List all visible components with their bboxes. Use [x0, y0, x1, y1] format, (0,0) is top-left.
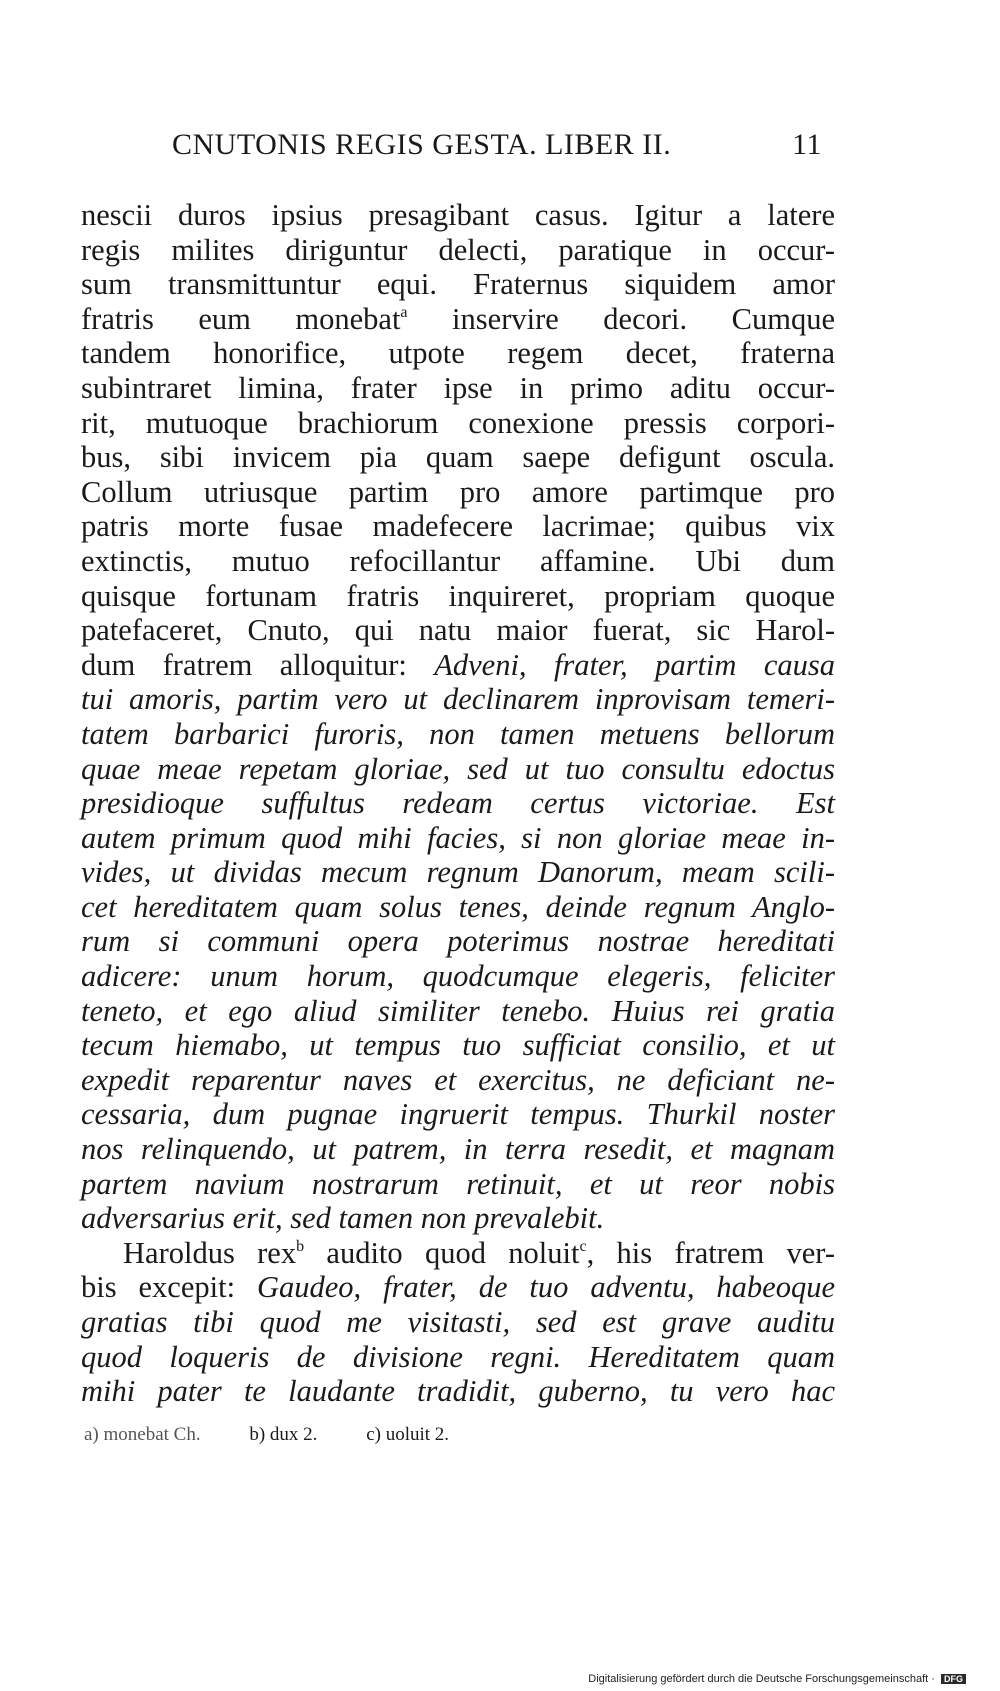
text-line [81, 302, 835, 337]
text-fragment: Haroldus rex [123, 1235, 297, 1270]
italic-line: adversarius erit, sed tamen non prevalebit. [81, 1201, 605, 1236]
text-line: subintraret limina, frater ipse in primo aditu occur- [81, 370, 835, 405]
running-title: CNUTONIS REGIS GESTA. LIBER II. [172, 128, 672, 161]
italic-line: gratias tibi quod me visitasti, sed est grave auditu [81, 1305, 835, 1339]
italic-line: partem navium nostrarum retinuit, et ut reor nobis [81, 1166, 835, 1201]
italic-speech: Adveni, frater, partim causa [434, 647, 835, 682]
italic-line: mihi pater te laudante tradidit, guberno, tu vero hac [81, 1374, 835, 1409]
italic-line: quod loqueris de divisione regni. Hereditatem quam [81, 1339, 835, 1374]
text-line: extinctis, mutuo refocillantur affamine. Ubi dum [81, 543, 835, 578]
text-line [81, 1236, 835, 1271]
italic-line: cessaria, dum pugnae ingruerit tempus. Thurkil noster [81, 1097, 835, 1132]
footnote-marker-a: a [400, 303, 408, 321]
text-fragment: audito quod noluit [304, 1235, 580, 1270]
page-header [172, 128, 822, 168]
italic-line: rum si communi opera poterimus nostrae hereditati [81, 924, 835, 959]
footnotes [84, 1424, 644, 1446]
text-fragment: bis excepit: [81, 1270, 257, 1305]
text-line [81, 648, 835, 683]
italic-line: cet hereditatem quam solus tenes, deinde regnum Anglo- [81, 889, 835, 924]
italic-line: adicere: unum horum, quodcumque elegeris, feliciter [81, 959, 835, 994]
footnote-marker-b: b [296, 1237, 305, 1255]
text-line [81, 1270, 835, 1305]
italic-line: nos relinquendo, ut patrem, in terra resedit, et magnam [81, 1132, 835, 1167]
italic-speech: Gaudeo, frater, de tuo adventu, habeoque [256, 1270, 835, 1305]
body-text [81, 198, 835, 1409]
text-line: patris morte fusae madefecere lacrimae; quibus vix [81, 509, 835, 544]
page-number: 11 [792, 128, 822, 161]
italic-line: tui amoris, partim vero ut declinarem inprovisam temeri- [81, 682, 835, 717]
italic-line: quae meae repetam gloriae, sed ut tuo consultu edoctus [81, 751, 835, 786]
dfg-logo: DFG [941, 1674, 966, 1684]
text-fragment: fratris eum monebat [81, 301, 401, 336]
text-line: bus, sibi invicem pia quam saepe defigunt oscula. [81, 440, 835, 475]
italic-line: presidioque suffultus redeam certus victoriae. Est [81, 786, 835, 821]
text-line: nescii duros ipsius presagibant casus. Igitur a latere [81, 198, 835, 232]
footnote-c: c) uoluit 2. [366, 1424, 450, 1445]
italic-line: tatem barbarici furoris, non tamen metuens bellorum [81, 716, 835, 751]
text-line: quisque fortunam fratris inquireret, propriam quoque [81, 578, 835, 613]
text-line: patefaceret, Cnuto, qui natu maior fuerat, sic Harol- [81, 613, 835, 648]
text-line: regis milites diriguntur delecti, paratique in occur- [81, 232, 835, 267]
text-line: sum transmittuntur equi. Fraternus siquidem amor [81, 267, 835, 302]
text-line: rit, mutuoque brachiorum conexione pressis corpori- [81, 405, 835, 440]
text-line: Collum utriusque partim pro amore partimque pro [81, 474, 835, 509]
text-fragment: , his fratrem ver- [586, 1235, 835, 1270]
italic-line: expedit reparentur naves et exercitus, ne deficiant ne- [81, 1062, 835, 1097]
footnote-a: a) monebat Ch. [84, 1424, 201, 1445]
footnote-b: b) dux 2. [249, 1424, 318, 1445]
italic-line: autem primum quod mihi facies, si non gloriae meae in- [81, 820, 835, 855]
text-fragment: dum fratrem alloquitur: [81, 647, 435, 682]
italic-line: vides, ut dividas mecum regnum Danorum, meam scili- [81, 855, 835, 890]
footnote-marker-c: c [579, 1237, 587, 1255]
digitization-colophon [588, 1673, 966, 1685]
italic-line: tecum hiemabo, ut tempus tuo sufficiat consilio, et ut [81, 1028, 835, 1063]
text-line: tandem honorifice, utpote regem decet, fraterna [81, 336, 835, 371]
colophon-text: Digitalisierung gefördert durch die Deutsche Forschungsgemeinschaft · [588, 1673, 935, 1685]
text-fragment: inservire decori. Cumque [407, 301, 836, 336]
italic-line: teneto, et ego aliud similiter tenebo. Huius rei gratia [81, 993, 835, 1028]
